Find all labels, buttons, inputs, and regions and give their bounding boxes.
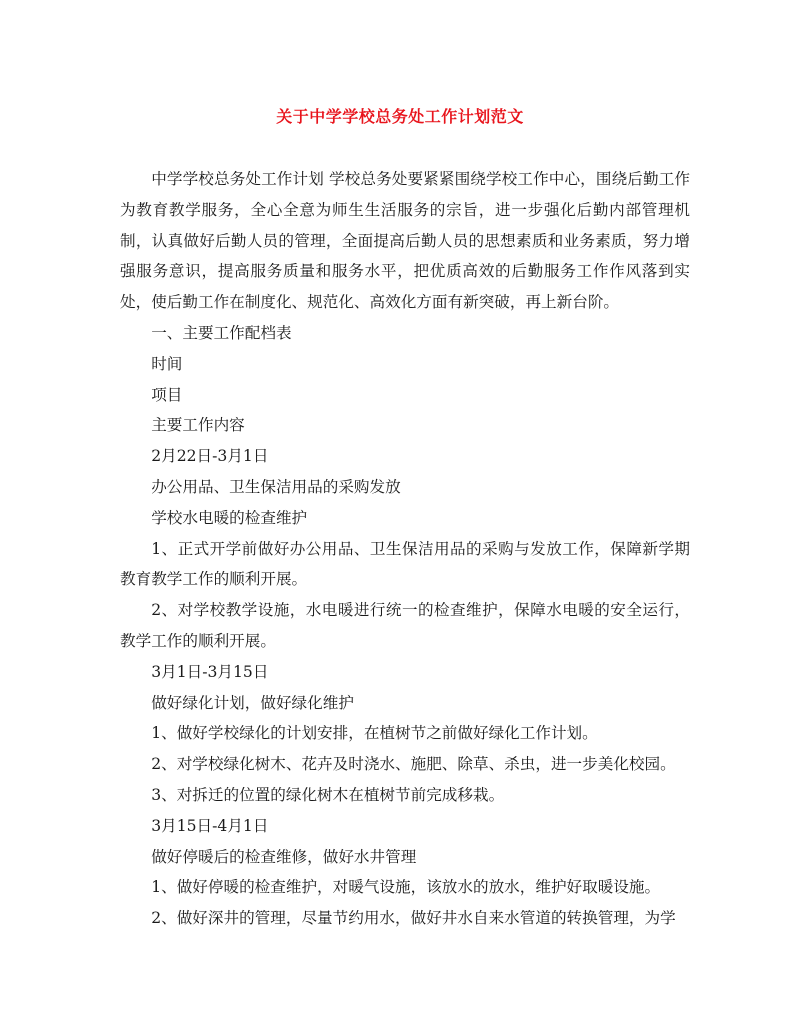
period-2-date: 3月1日-3月15日 — [151, 662, 269, 681]
period-1-task-1: 1、正式开学前做好办公用品、卫生保洁用品的采购与发放工作，保障新学期教育教学工作的顺利开展。 — [120, 539, 690, 589]
period-1-item-2: 学校水电暖的检查维护 — [151, 508, 308, 527]
document-body — [120, 164, 690, 934]
period-3-task-2: 2、做好深井的管理，尽量节约用水，做好井水自来水管道的转换管理，为学 — [151, 909, 676, 928]
intro-paragraph: 中学学校总务处工作计划 学校总务处要紧紧围绕学校工作中心，围绕后勤工作为教育教学服务，全心全意为师生生活服务的宗旨，进一步强化后勤内部管理机制，认真做好后勤人员的管理，全面提高后勤人员的思想素质和业务素质，努力增强服务意识，提高服务质量和服务水平，把优质高效的后勤服务工作作风落到实处，使后勤工作在制度化、规范化、高效化方面有新突破，再上新台阶。 — [120, 170, 690, 312]
period-3-task-1: 1、做好停暖的检查维护，对暖气设施，该放水的放水，维护好取暖设施。 — [151, 878, 661, 897]
period-2-task-2: 2、对学校绿化树木、花卉及时浇水、施肥、除草、杀虫，进一步美化校园。 — [151, 755, 676, 774]
table-header-content: 主要工作内容 — [151, 416, 245, 435]
period-2-task-1: 1、做好学校绿化的计划安排，在植树节之前做好绿化工作计划。 — [151, 724, 598, 743]
period-2-task-3: 3、对拆迁的位置的绿化树木在植树节前完成移栽。 — [151, 785, 505, 804]
section-heading: 一、主要工作配档表 — [151, 323, 292, 342]
period-1-date: 2月22日-3月1日 — [151, 447, 269, 466]
period-3-date: 3月15日-4月1日 — [151, 816, 269, 835]
table-header-item: 项目 — [151, 385, 183, 404]
period-3-item: 做好停暖后的检查维修，做好水井管理 — [151, 847, 417, 866]
period-1-task-2: 2、对学校教学设施，水电暖进行统一的检查维护，保障水电暖的安全运行，教学工作的顺利开展。 — [120, 601, 690, 650]
period-2-item: 做好绿化计划，做好绿化维护 — [151, 693, 354, 712]
table-header-time: 时间 — [151, 354, 183, 373]
document-title: 关于中学学校总务处工作计划范文 — [276, 107, 524, 126]
period-1-item: 办公用品、卫生保洁用品的采购发放 — [151, 477, 401, 496]
